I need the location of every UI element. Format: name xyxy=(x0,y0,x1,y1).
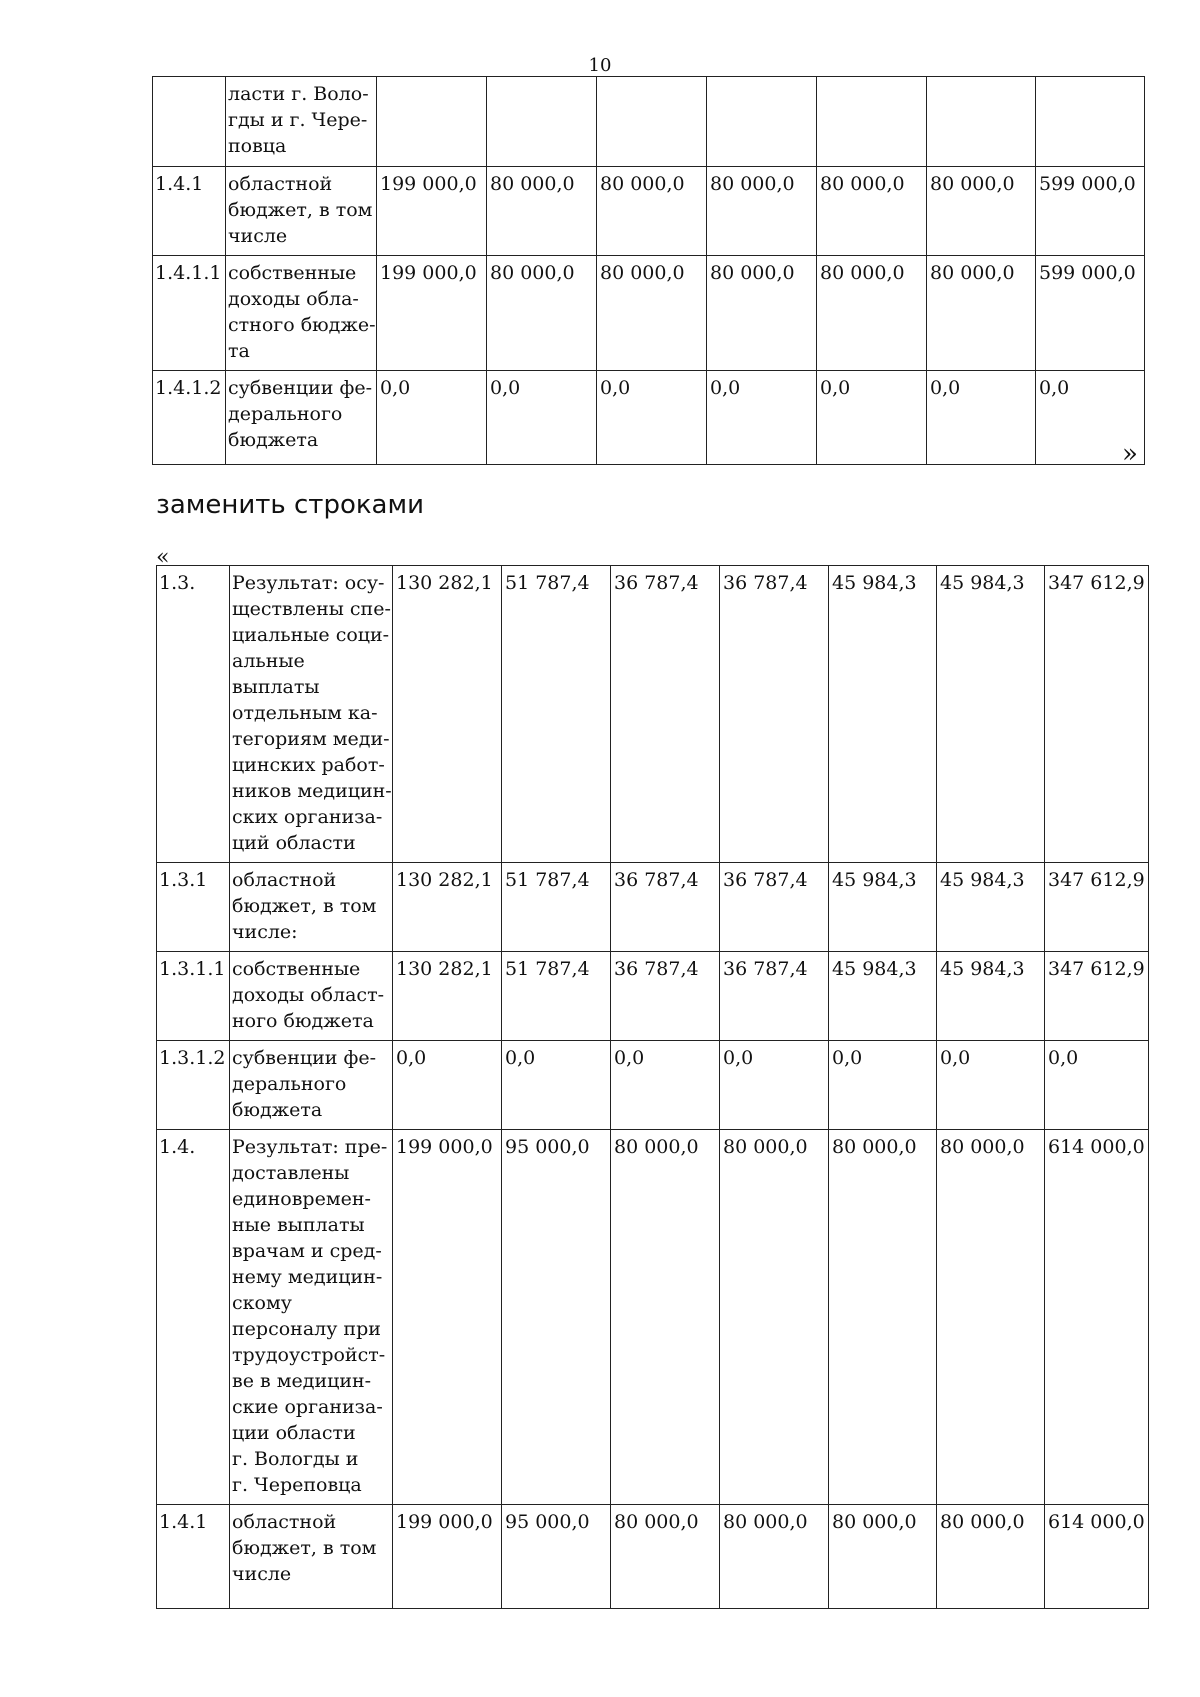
value-cell: 45 984,3 xyxy=(829,566,937,863)
value-cell: 80 000,0 xyxy=(829,1130,937,1505)
value-cell: 80 000,0 xyxy=(829,1505,937,1609)
value-cell: 0,0 xyxy=(937,1041,1045,1130)
row-label: областной бюджет, в том числе: xyxy=(230,863,393,952)
value-cell: 0,0 xyxy=(927,371,1036,465)
table-row xyxy=(157,1505,1149,1609)
value-cell: 36 787,4 xyxy=(611,952,720,1041)
value-cell xyxy=(927,77,1036,167)
value-cell: 199 000,0 xyxy=(393,1505,502,1609)
value-cell: 0,0 xyxy=(817,371,927,465)
table-row xyxy=(157,863,1149,952)
value-cell: 347 612,9 xyxy=(1045,863,1149,952)
table-row xyxy=(157,952,1149,1041)
value-cell: 80 000,0 xyxy=(707,256,817,371)
value-cell: 0,0 xyxy=(720,1041,829,1130)
row-code: 1.4.1.2 xyxy=(153,371,226,465)
value-cell: 0,0 xyxy=(707,371,817,465)
value-cell: 51 787,4 xyxy=(502,952,611,1041)
row-label: субвенции фе- дерального бюджета xyxy=(230,1041,393,1130)
value-cell: 599 000,0 xyxy=(1036,256,1145,371)
value-cell: 80 000,0 xyxy=(937,1505,1045,1609)
value-cell: 45 984,3 xyxy=(937,952,1045,1041)
value-cell xyxy=(487,77,597,167)
row-label: ласти г. Воло- гды и г. Чере- повца xyxy=(226,77,377,167)
value-cell: 0,0 xyxy=(829,1041,937,1130)
value-cell: 80 000,0 xyxy=(927,256,1036,371)
value-cell xyxy=(1036,77,1145,167)
value-cell: 199 000,0 xyxy=(393,1130,502,1505)
row-label: Результат: осу- ществлены спе- циальные соци- альные выплаты отдельным ка- тегориям меди- цинских работ- ников медицин- ских организа- ций области xyxy=(230,566,393,863)
value-cell: 45 984,3 xyxy=(829,952,937,1041)
value-cell: 36 787,4 xyxy=(720,863,829,952)
table-row xyxy=(153,371,1145,465)
value-cell: 599 000,0 xyxy=(1036,167,1145,256)
value-cell: 80 000,0 xyxy=(720,1130,829,1505)
budget-table-new-rows xyxy=(156,565,1149,1609)
closing-quote-mark: » xyxy=(1122,439,1138,469)
row-label: собственные доходы област- ного бюджета xyxy=(230,952,393,1041)
opening-quote-mark: « xyxy=(156,545,170,570)
replace-instruction-text: заменить строками xyxy=(156,490,424,520)
value-cell: 51 787,4 xyxy=(502,863,611,952)
value-cell: 614 000,0 xyxy=(1045,1130,1149,1505)
value-cell: 347 612,9 xyxy=(1045,566,1149,863)
value-cell: 80 000,0 xyxy=(597,256,707,371)
value-cell: 36 787,4 xyxy=(720,952,829,1041)
value-cell: 0,0 xyxy=(1045,1041,1149,1130)
value-cell: 80 000,0 xyxy=(720,1505,829,1609)
value-cell xyxy=(597,77,707,167)
row-code: 1.4. xyxy=(157,1130,230,1505)
value-cell: 0,0 xyxy=(487,371,597,465)
row-label: Результат: пре- доставлены единовремен- ные выплаты врачам и сред- нему медицин- скому персоналу при трудоустройст- ве в медицин- ские организа- ции области г. Вологды и г. Череповца xyxy=(230,1130,393,1505)
value-cell: 199 000,0 xyxy=(377,256,487,371)
value-cell: 130 282,1 xyxy=(393,863,502,952)
table-row xyxy=(157,566,1149,863)
value-cell: 95 000,0 xyxy=(502,1505,611,1609)
table-row xyxy=(157,1130,1149,1505)
value-cell: 0,0 xyxy=(1036,371,1145,465)
value-cell: 130 282,1 xyxy=(393,952,502,1041)
table-row xyxy=(153,77,1145,167)
value-cell: 614 000,0 xyxy=(1045,1505,1149,1609)
value-cell: 80 000,0 xyxy=(611,1505,720,1609)
value-cell: 347 612,9 xyxy=(1045,952,1149,1041)
row-label: областной бюджет, в том числе xyxy=(230,1505,393,1609)
value-cell: 80 000,0 xyxy=(937,1130,1045,1505)
value-cell: 0,0 xyxy=(597,371,707,465)
value-cell: 80 000,0 xyxy=(487,256,597,371)
row-code: 1.4.1 xyxy=(153,167,226,256)
value-cell: 80 000,0 xyxy=(817,167,927,256)
row-label: субвенции фе- дерального бюджета xyxy=(226,371,377,465)
value-cell: 51 787,4 xyxy=(502,566,611,863)
value-cell: 80 000,0 xyxy=(597,167,707,256)
value-cell: 36 787,4 xyxy=(611,566,720,863)
row-code: 1.4.1.1 xyxy=(153,256,226,371)
value-cell: 45 984,3 xyxy=(829,863,937,952)
row-label: собственные доходы обла- стного бюдже- та xyxy=(226,256,377,371)
row-code xyxy=(153,77,226,167)
row-code: 1.3.1.2 xyxy=(157,1041,230,1130)
row-code: 1.3. xyxy=(157,566,230,863)
table-row xyxy=(157,1041,1149,1130)
page-number: 10 xyxy=(588,55,612,76)
value-cell: 95 000,0 xyxy=(502,1130,611,1505)
value-cell: 130 282,1 xyxy=(393,566,502,863)
row-code: 1.3.1.1 xyxy=(157,952,230,1041)
value-cell: 0,0 xyxy=(393,1041,502,1130)
value-cell: 80 000,0 xyxy=(707,167,817,256)
value-cell xyxy=(817,77,927,167)
value-cell: 80 000,0 xyxy=(927,167,1036,256)
value-cell: 199 000,0 xyxy=(377,167,487,256)
value-cell xyxy=(377,77,487,167)
value-cell: 0,0 xyxy=(377,371,487,465)
value-cell: 36 787,4 xyxy=(611,863,720,952)
row-code: 1.4.1 xyxy=(157,1505,230,1609)
table-row xyxy=(153,167,1145,256)
value-cell: 36 787,4 xyxy=(720,566,829,863)
value-cell: 45 984,3 xyxy=(937,566,1045,863)
table-row xyxy=(153,256,1145,371)
value-cell: 0,0 xyxy=(611,1041,720,1130)
value-cell: 80 000,0 xyxy=(611,1130,720,1505)
value-cell: 0,0 xyxy=(502,1041,611,1130)
budget-table-old-rows xyxy=(152,76,1145,465)
value-cell: 45 984,3 xyxy=(937,863,1045,952)
row-label: областной бюджет, в том числе xyxy=(226,167,377,256)
value-cell: 80 000,0 xyxy=(817,256,927,371)
value-cell: 80 000,0 xyxy=(487,167,597,256)
value-cell xyxy=(707,77,817,167)
row-code: 1.3.1 xyxy=(157,863,230,952)
